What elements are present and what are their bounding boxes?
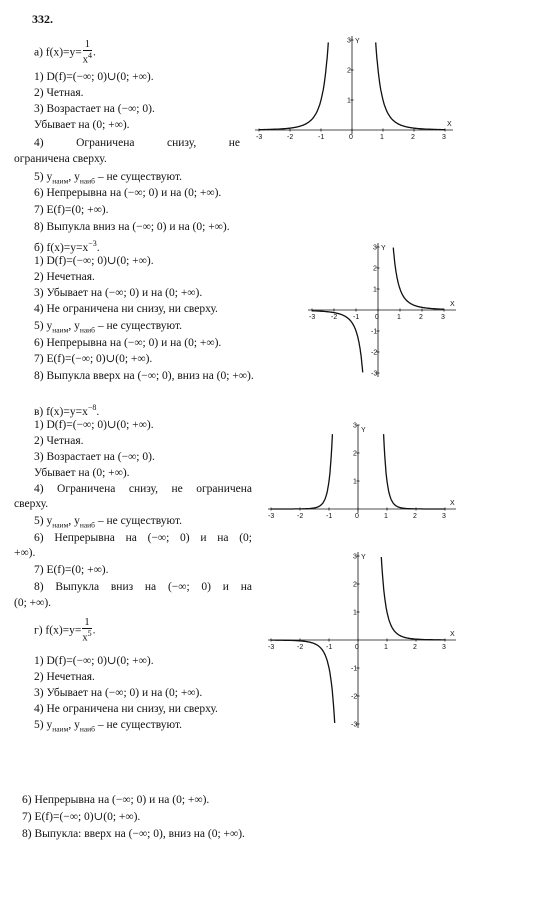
x-tick-label: 2: [419, 314, 423, 321]
curve-right-branch: [381, 557, 445, 640]
c-item-4b: сверху.: [14, 498, 49, 510]
x-tick-label: 1: [384, 513, 388, 520]
graph-b: [308, 240, 458, 380]
c-item-8b: (0; +∞).: [14, 597, 52, 609]
y-axis-label: Y: [361, 427, 366, 434]
b-item-2: 2) Нечетная.: [34, 271, 95, 283]
x-tick-label: 0: [355, 644, 359, 651]
section-a-header: [34, 40, 96, 66]
a-item-3b: Убывает на (0; +∞).: [34, 119, 130, 131]
a-item-6: 6) Непрерывна на (−∞; 0) и на (0; +∞).: [34, 187, 222, 199]
y-tick-label: 1: [353, 609, 357, 617]
y-tick-label: 2: [353, 450, 357, 458]
y-tick-label: -2: [351, 693, 358, 701]
y-axis-label: Y: [361, 554, 366, 561]
y-tick-label: -3: [351, 721, 358, 729]
y-tick-label: 3: [353, 553, 357, 561]
d-item-5: 5) $y_{наим}$, $y_{наиб}$ – не существуют.: [34, 719, 182, 734]
x-axis-label: X: [450, 631, 455, 638]
x-tick-label: -2: [331, 314, 338, 321]
x-tick-label: 0: [375, 314, 379, 321]
fraction-denominator: x: [82, 54, 89, 66]
b-item-3: 3) Убывает на (−∞; 0) и на (0; +∞).: [34, 287, 203, 299]
x-tick-label: 0: [349, 134, 353, 141]
y-axis-label: Y: [355, 38, 360, 45]
c-item-2: 2) Четная.: [34, 435, 84, 447]
b-item-6: 6) Непрерывна на (−∞; 0) и на (0; +∞).: [34, 337, 222, 349]
problem-number: 332.: [32, 12, 53, 26]
c-item-3b: Убывает на (0; +∞).: [34, 467, 130, 479]
d-item-8: 8) Выпукла: вверх на (−∞; 0), вниз на (0; +∞).: [22, 828, 245, 840]
curve-left-branch: [271, 640, 335, 723]
x-axis-label: X: [447, 121, 452, 128]
d-item-2: 2) Нечетная.: [34, 671, 95, 683]
y-tick-label: 3: [373, 244, 377, 252]
curve-left-branch: [271, 434, 332, 509]
x-tick-label: -2: [297, 644, 304, 651]
b-item-4: 4) Не ограничена ни снизу, ни сверху.: [34, 303, 218, 315]
fraction-exponent: 4: [88, 51, 93, 60]
fraction-1-over-x4: [83, 40, 92, 66]
curve-right-branch: [376, 42, 445, 129]
a-item-4: 4) Ограничена снизу, не: [34, 137, 240, 149]
fraction-1-over-x5: $\frac{1}{x^5}$: [82, 617, 92, 644]
b-item-8: 8) Выпукла вверх на (−∞; 0), вниз на (0; +∞).: [34, 370, 254, 382]
section-a-label: а) f(x)=y=: [34, 46, 82, 59]
x-tick-label: -1: [326, 513, 333, 520]
curve-right-branch: [393, 248, 444, 310]
x-tick-label: 3: [442, 134, 446, 141]
a-item-5: 5) $y_{наим}$, $y_{наиб}$ – не существуют.: [34, 171, 182, 186]
d-item-1: 1) D(f)=(−∞; 0)∪(0; +∞).: [34, 655, 154, 667]
b-item-1: 1) D(f)=(−∞; 0)∪(0; +∞).: [34, 255, 154, 267]
d-item-7: 7) E(f)=(−∞; 0)∪(0; +∞).: [22, 811, 141, 823]
a-item-2: 2) Четная.: [34, 87, 84, 99]
x-tick-label: 1: [397, 314, 401, 321]
x-tick-label: -1: [318, 134, 325, 141]
x-tick-label: 3: [441, 314, 445, 321]
a-item-7: 7) E(f)=(0; +∞).: [34, 204, 109, 216]
y-tick-label: 2: [347, 67, 351, 75]
x-tick-label: 0: [355, 513, 359, 520]
x-tick-label: -3: [256, 134, 263, 141]
x-tick-label: 1: [384, 644, 388, 651]
b-item-7: 7) E(f)=(−∞; 0)∪(0; +∞).: [34, 353, 153, 365]
y-tick-label: 3: [353, 422, 357, 430]
x-tick-label: 2: [411, 134, 415, 141]
d-item-6: 6) Непрерывна на (−∞; 0) и на (0; +∞).: [22, 794, 210, 806]
y-tick-label: 2: [353, 581, 357, 589]
curve-right-branch: [384, 434, 445, 509]
d-item-3: 3) Убывает на (−∞; 0) и на (0; +∞).: [34, 687, 203, 699]
d-item-4: 4) Не ограничена ни снизу, ни сверху.: [34, 703, 218, 715]
x-tick-label: 2: [413, 644, 417, 651]
c-item-4: 4) Ограничена снизу, не ограничена: [34, 483, 252, 495]
a-item-8: 8) Выпукла вниз на (−∞; 0) и на (0; +∞).: [34, 221, 230, 233]
c-item-3: 3) Возрастает на (−∞; 0).: [34, 451, 155, 463]
c-item-6: 6) Непрерывна на (−∞; 0) и на (0;: [34, 532, 252, 544]
x-tick-label: 2: [413, 513, 417, 520]
x-axis-label: X: [450, 301, 455, 308]
c-item-8: 8) Выпукла вниз на (−∞; 0) и на: [34, 581, 252, 593]
y-tick-label: 3: [347, 37, 351, 45]
y-tick-label: 1: [353, 478, 357, 486]
x-tick-label: -1: [326, 644, 333, 651]
x-tick-label: -3: [268, 644, 275, 651]
c-item-7: 7) E(f)=(0; +∞).: [34, 564, 109, 576]
x-tick-label: -2: [297, 513, 304, 520]
y-tick-label: -1: [351, 665, 358, 673]
y-tick-label: -1: [371, 328, 378, 336]
section-d-header: г) f(x)=y= $\frac{1}{x^5}$ .: [34, 617, 96, 644]
curve-left-branch: [259, 42, 328, 129]
x-tick-label: 1: [380, 134, 384, 141]
x-axis-label: X: [450, 500, 455, 507]
graph-a: [255, 35, 455, 147]
graph-c: [268, 422, 458, 530]
y-axis-label: Y: [381, 245, 386, 252]
graph-d: [268, 550, 458, 730]
c-item-6b: +∞).: [14, 547, 36, 559]
y-tick-label: 1: [373, 286, 377, 294]
y-tick-label: 2: [373, 265, 377, 273]
section-c-header: в) $f(x)=y=x^{-8}$.: [34, 403, 100, 418]
x-tick-label: -3: [268, 513, 275, 520]
x-tick-label: 3: [442, 513, 446, 520]
section-b-header: б) $f(x)=y=x^{-3}$.: [34, 239, 100, 254]
fraction-numerator: 1: [84, 39, 91, 50]
b-item-5: 5) $y_{наим}$, $y_{наиб}$ – не существуют.: [34, 320, 182, 335]
x-tick-label: -2: [287, 134, 294, 141]
y-tick-label: -2: [371, 349, 378, 357]
x-tick-label: -3: [309, 314, 316, 321]
y-tick-label: 1: [347, 97, 351, 105]
x-tick-label: -1: [353, 314, 360, 321]
a-item-3: 3) Возрастает на (−∞; 0).: [34, 103, 155, 115]
a-item-1: 1) D(f)=(−∞; 0)∪(0; +∞).: [34, 71, 154, 83]
c-item-1: 1) D(f)=(−∞; 0)∪(0; +∞).: [34, 419, 154, 431]
a-item-4b: ограничена сверху.: [14, 153, 107, 165]
x-tick-label: 3: [442, 644, 446, 651]
section-a-period: .: [93, 46, 96, 59]
y-tick-label: -3: [371, 370, 378, 378]
c-item-5: 5) $y_{наим}$, $y_{наиб}$ – не существуют.: [34, 515, 182, 530]
